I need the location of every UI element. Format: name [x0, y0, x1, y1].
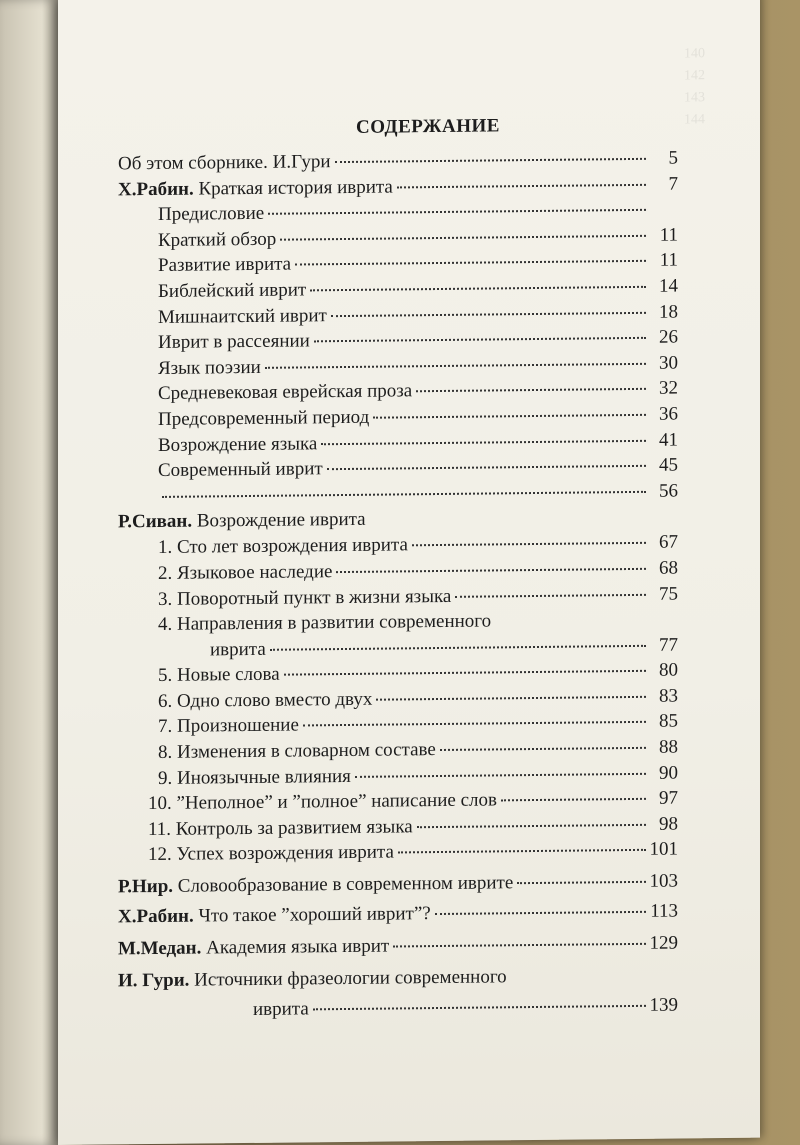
- entry-title: Академия языка иврит: [206, 935, 390, 959]
- page-number: 68: [659, 557, 678, 579]
- section-number: 6.: [158, 690, 173, 712]
- leader-dots: [517, 881, 645, 884]
- leader-dots: [335, 158, 646, 163]
- section-number: 2.: [158, 562, 173, 584]
- section-number: 8.: [158, 741, 173, 764]
- entry-title: Возрождение иврита: [196, 509, 366, 532]
- entry-title: Контроль за развитием языка: [175, 816, 413, 840]
- entry-author: Х.Рабин.: [118, 178, 194, 200]
- section-number: 3.: [158, 588, 173, 610]
- entry-title: Одно слово вместо двух: [177, 688, 373, 712]
- ghost-line: 140: [684, 46, 705, 62]
- page-number: 101: [649, 838, 678, 861]
- section-number: 9.: [158, 767, 173, 789]
- page-number: 7: [668, 173, 678, 195]
- section-number: 10.: [148, 793, 172, 815]
- leader-dots: [284, 670, 646, 676]
- page-number: 75: [659, 583, 678, 605]
- page-number: 97: [659, 787, 678, 809]
- entry-title: Сто лет возрождения иврита: [177, 534, 408, 559]
- section-number: 12.: [148, 844, 172, 866]
- leader-dots: [416, 388, 646, 392]
- section-number: 1.: [158, 537, 173, 559]
- entry-title-continuation: иврита: [253, 998, 309, 1020]
- ghost-line: 144: [684, 112, 705, 128]
- page-number: 103: [649, 870, 678, 892]
- book-page: [58, 0, 760, 1145]
- leader-dots: [280, 235, 646, 241]
- page-number: 90: [659, 762, 678, 784]
- page-number: 11: [659, 249, 678, 272]
- section-number: 7.: [158, 716, 173, 738]
- entry-title: Новые слова: [177, 663, 280, 687]
- leader-dots: [398, 849, 646, 854]
- entry-title: Произношение: [177, 714, 299, 738]
- leader-dots: [393, 943, 645, 948]
- leader-dots: [397, 183, 646, 188]
- page-number: 85: [659, 710, 678, 733]
- section-number: 4.: [158, 613, 173, 636]
- section-number: 11.: [148, 818, 172, 840]
- leader-dots: [310, 286, 646, 292]
- entry-title: Мишнаитский иврит: [158, 304, 327, 328]
- entry-title: Языковое наследие: [177, 561, 333, 584]
- ghost-line: 142: [684, 68, 705, 84]
- page-number: 80: [659, 659, 678, 681]
- leader-dots: [270, 645, 646, 651]
- leader-dots: [327, 465, 646, 470]
- leader-dots: [455, 593, 646, 597]
- page-number: 32: [659, 377, 678, 400]
- page-number: 77: [659, 634, 678, 656]
- entry-title: Иврит в рассеянии: [158, 330, 310, 354]
- left-page-edge: [0, 0, 60, 1145]
- leader-dots: [501, 798, 646, 802]
- entry-title-continuation: иврита: [210, 638, 266, 661]
- page-number: 129: [649, 932, 678, 954]
- entry-author: М.Медан.: [118, 937, 202, 960]
- leader-dots: [313, 1005, 646, 1010]
- leader-dots: [331, 311, 646, 316]
- entry-author: И. Гури.: [118, 969, 190, 992]
- entry-title: Об этом сборнике. И.Гури: [118, 151, 331, 175]
- leader-dots: [162, 491, 646, 498]
- page-number: 14: [659, 275, 678, 297]
- leader-dots: [412, 542, 646, 546]
- page-number: 18: [659, 301, 678, 323]
- page-number: 45: [659, 454, 678, 476]
- leader-dots: [440, 747, 646, 751]
- leader-dots: [321, 439, 646, 444]
- leader-dots: [265, 363, 646, 369]
- entry-title: Что такое ”хороший иврит”?: [198, 903, 431, 927]
- entry-title: ”Неполное” и ”полное” написание слов: [176, 789, 497, 815]
- leader-dots: [314, 337, 646, 342]
- page-number: 83: [659, 685, 678, 707]
- entry-title: Иноязычные влияния: [177, 765, 351, 789]
- leader-dots: [435, 911, 646, 915]
- entry-title: Успех возрождения иврита: [176, 841, 394, 866]
- page-number: 56: [659, 480, 678, 502]
- entry-title: Современный иврит: [158, 458, 323, 482]
- leader-dots: [303, 721, 646, 727]
- entry-title: Развитие иврита: [158, 253, 292, 277]
- entry-author: Х.Рабин.: [118, 905, 194, 928]
- leader-dots: [355, 772, 646, 777]
- page-number: 98: [659, 813, 678, 835]
- entry-title: Источники фразеологии современного: [194, 966, 507, 991]
- page-number: 36: [659, 403, 678, 425]
- ghost-line: 143: [684, 90, 705, 106]
- page-number: 139: [649, 994, 678, 1016]
- entry-title: Предисловие: [158, 203, 265, 226]
- entry-title: Изменения в словарном составе: [177, 739, 436, 763]
- entry-title: Язык поэзии: [158, 356, 261, 379]
- entry-title: Возрождение языка: [158, 432, 318, 456]
- entry-title: Краткий обзор: [158, 228, 277, 251]
- leader-dots: [376, 696, 646, 701]
- leader-dots: [268, 209, 646, 215]
- entry-title: Направления в развитии современного: [177, 610, 492, 635]
- entry-title: Краткая история иврита: [198, 176, 393, 200]
- entry-title: Средневековая еврейская проза: [158, 380, 413, 405]
- section-number: 5.: [158, 665, 173, 687]
- page-number: 41: [659, 429, 678, 451]
- page-number: 113: [650, 900, 678, 922]
- entry-author: Р.Сиван.: [118, 510, 193, 533]
- page-number: 88: [659, 736, 678, 758]
- entry-title: Словообразование в современном иврите: [177, 872, 514, 897]
- page-number: 5: [668, 147, 678, 169]
- entry-title: Поворотный пункт в жизни языка: [177, 585, 452, 610]
- toc-entry-continuation: [118, 995, 678, 1033]
- page-number: 26: [659, 326, 678, 348]
- table-of-contents: [118, 114, 678, 1033]
- leader-dots: [417, 824, 646, 828]
- leader-dots: [295, 260, 646, 266]
- page-number: 67: [659, 531, 678, 554]
- page-number: 30: [659, 352, 678, 374]
- page-number: 11: [659, 224, 678, 246]
- leader-dots: [336, 568, 646, 573]
- entry-title: Предсовременный период: [158, 406, 370, 430]
- leader-dots: [373, 414, 646, 419]
- entry-author: Р.Нир.: [118, 875, 174, 898]
- entry-title: Библейский иврит: [158, 279, 307, 302]
- toc-title: СОДЕРЖАНИЕ: [356, 115, 500, 138]
